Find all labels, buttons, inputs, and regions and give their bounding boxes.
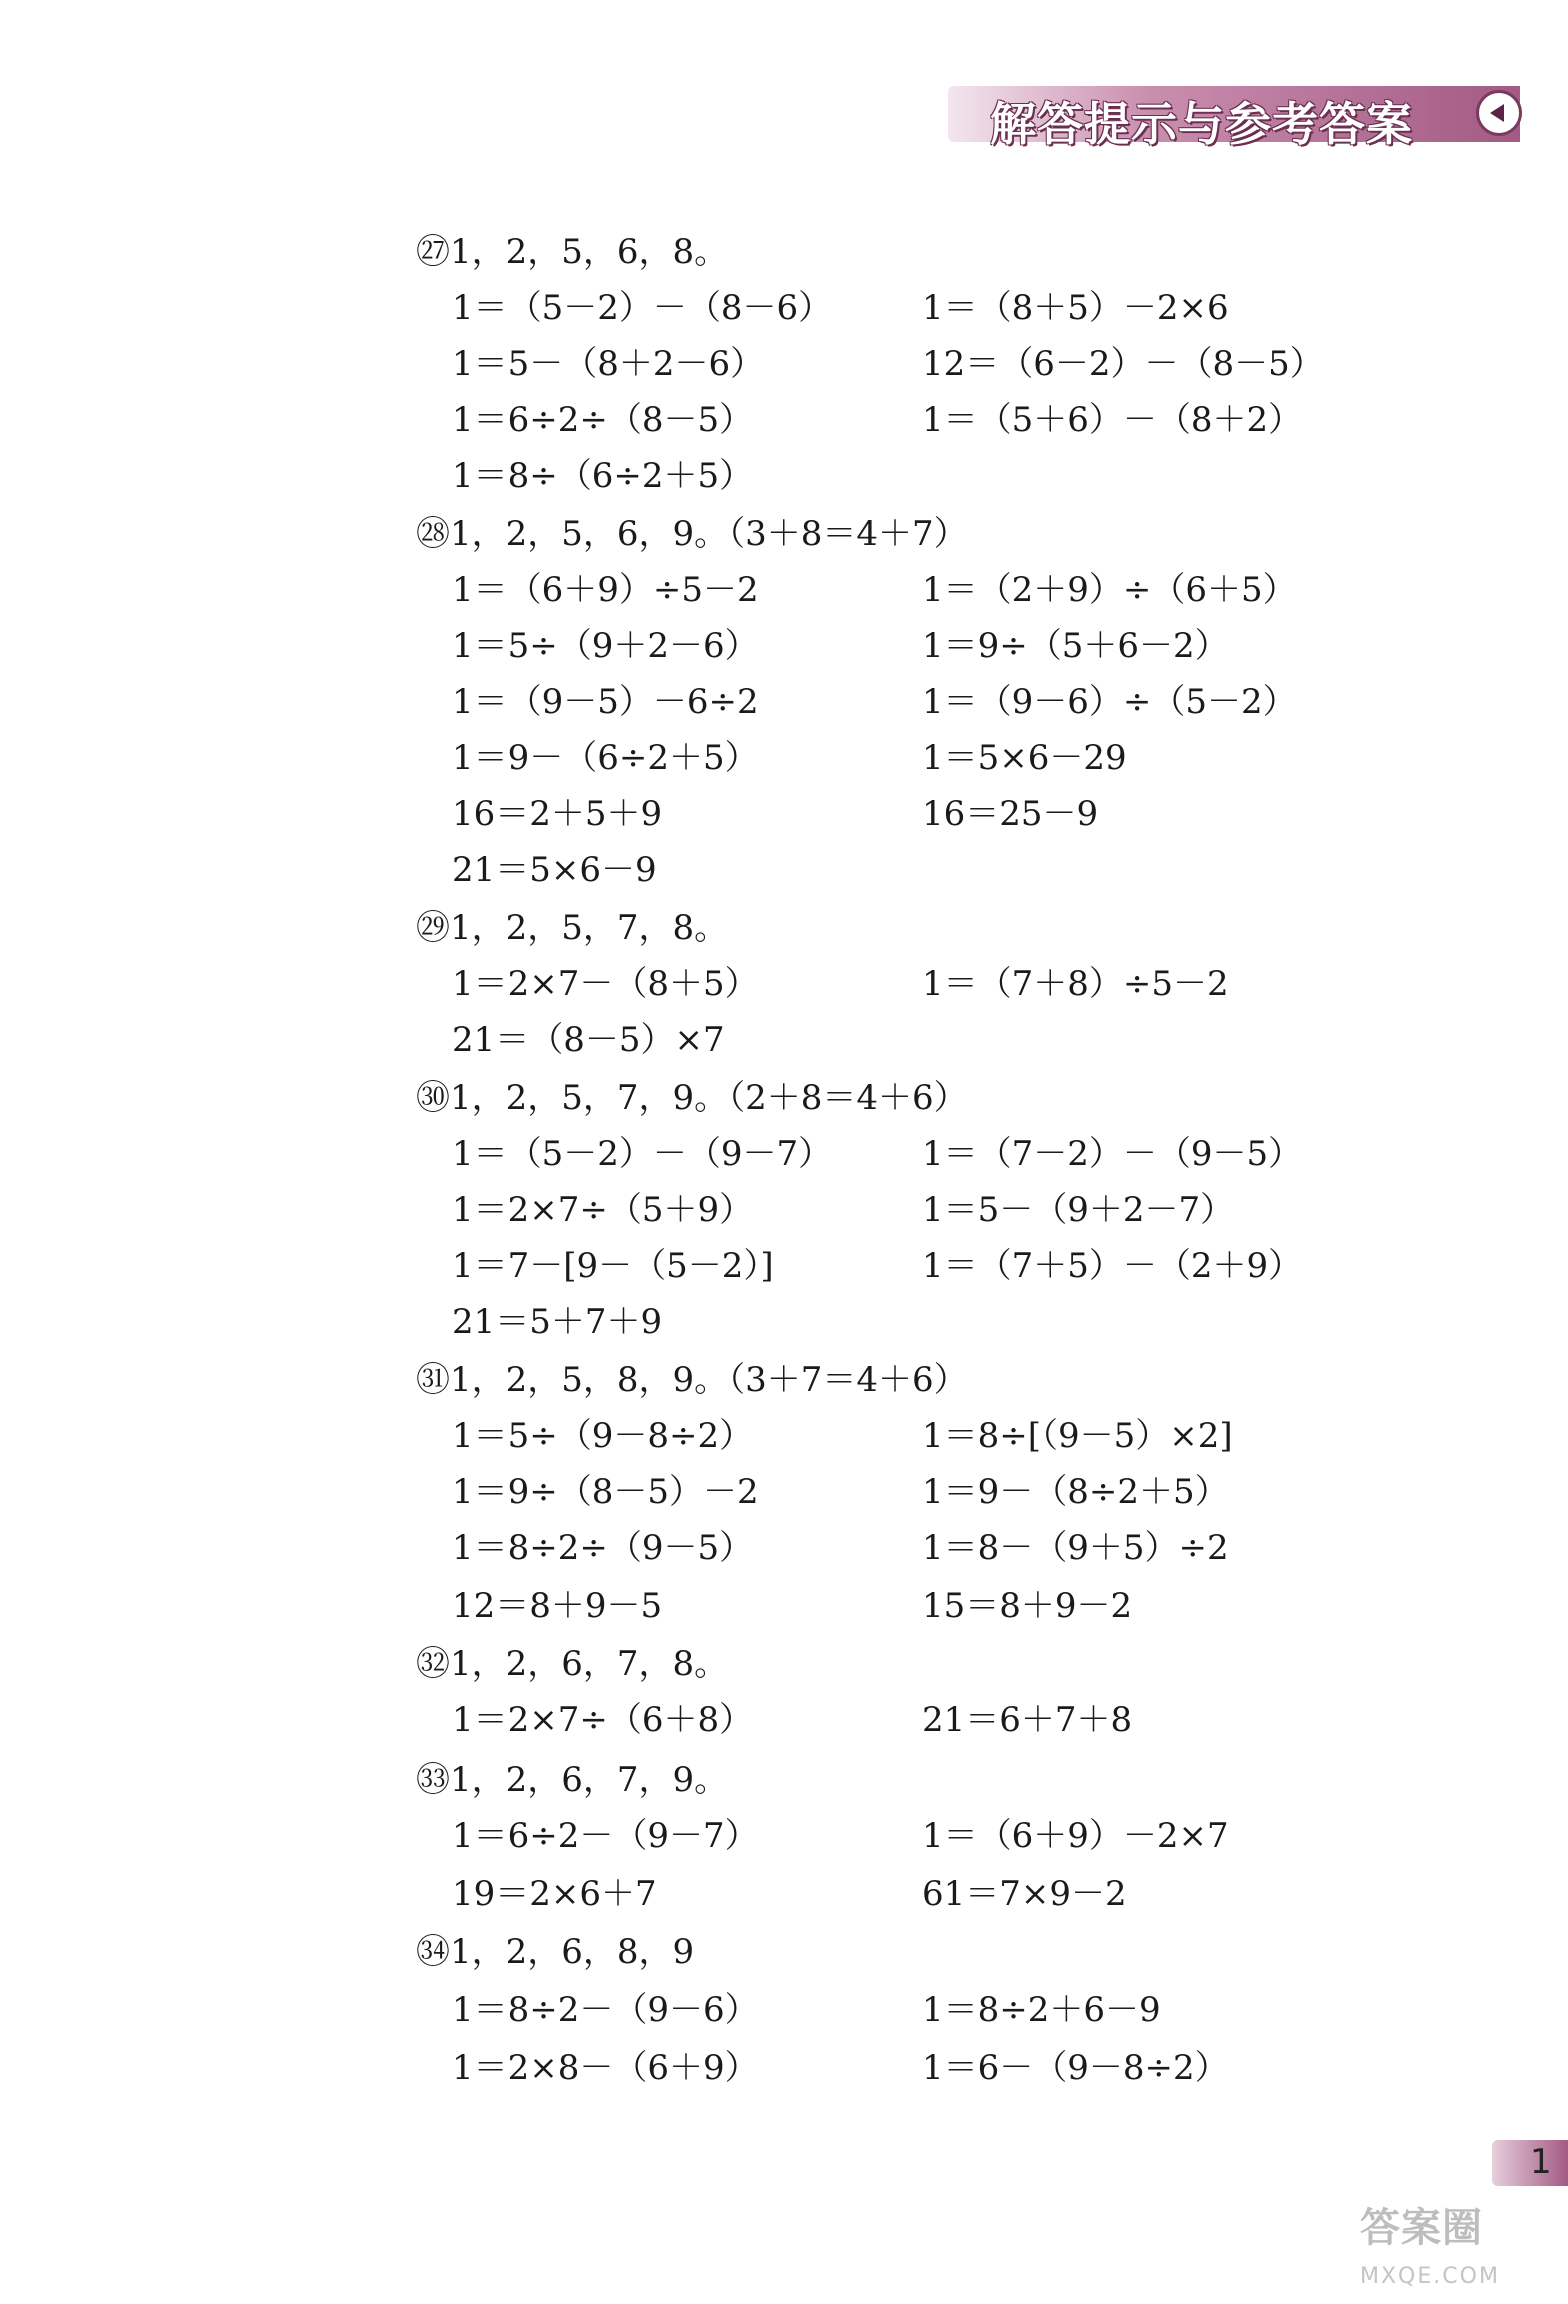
- equation: 1＝（5－2）－（9－7）: [452, 1134, 833, 1174]
- equation: 1＝（9－6）÷（5－2）: [922, 682, 1297, 722]
- equation: 16＝2＋5＋9: [452, 794, 663, 834]
- equation: 1＝8÷2－（9－6）: [452, 1990, 759, 2030]
- equation: 1＝（8＋5）－2×6: [922, 288, 1229, 328]
- watermark-url: MXQE.COM: [1360, 2264, 1500, 2289]
- equation: 1＝（6＋9）÷5－2: [452, 570, 759, 610]
- equation: 1＝2×7－（8＋5）: [452, 964, 759, 1004]
- equation: 15＝8＋9－2: [922, 1586, 1133, 1626]
- page-number: 1: [1530, 2142, 1552, 2182]
- problem-label: ㉜1，2，6，7，8。: [416, 1644, 729, 1684]
- problem-label: ㉚1，2，5，7，9。（2＋8＝4＋6）: [416, 1078, 968, 1118]
- equation: 19＝2×6＋7: [452, 1874, 657, 1914]
- equation: 1＝5÷（9－8÷2）: [452, 1416, 754, 1456]
- equation: 1＝9－（8÷2＋5）: [922, 1472, 1229, 1512]
- equation: 16＝25－9: [922, 794, 1099, 834]
- equation: 21＝（8－5）×7: [452, 1020, 725, 1060]
- equation: 1＝6－（9－8÷2）: [922, 2048, 1229, 2088]
- equation: 1＝8÷（6÷2＋5）: [452, 456, 754, 496]
- equation: 1＝（9－5）－6÷2: [452, 682, 759, 722]
- equation: 1＝8÷[（9－5）×2]: [922, 1416, 1233, 1456]
- equation: 12＝（6－2）－（8－5）: [922, 344, 1324, 384]
- equation: 1＝2×8－（6＋9）: [452, 2048, 759, 2088]
- equation: 1＝2×7÷（6＋8）: [452, 1700, 754, 1740]
- equation: 1＝5÷（9＋2－6）: [452, 626, 759, 666]
- equation: 1＝5－（8＋2－6）: [452, 344, 765, 384]
- equation: 21＝6＋7＋8: [922, 1700, 1133, 1740]
- problem-label: ㉙1，2，5，7，8。: [416, 908, 729, 948]
- problem-label: ㉘1，2，5，6，9。（3＋8＝4＋7）: [416, 514, 968, 554]
- equation: 1＝（5－2）－（8－6）: [452, 288, 833, 328]
- equation: 1＝5－（9＋2－7）: [922, 1190, 1235, 1230]
- problem-label: ㉞1，2，6，8，9: [416, 1932, 695, 1972]
- equation: 1＝8÷2÷（9－5）: [452, 1528, 754, 1568]
- equation: 1＝（5＋6）－（8＋2）: [922, 400, 1303, 440]
- equation: 1＝9－（6÷2＋5）: [452, 738, 759, 778]
- equation: 1＝（2＋9）÷（6＋5）: [922, 570, 1297, 610]
- back-arrow-icon: [1476, 90, 1522, 136]
- equation: 1＝（7＋5）－（2＋9）: [922, 1246, 1303, 1286]
- equation: 1＝7－[9－（5－2）]: [452, 1246, 774, 1286]
- problem-label: ㉝1，2，6，7，9。: [416, 1760, 729, 1800]
- equation: 1＝（7＋8）÷5－2: [922, 964, 1229, 1004]
- watermark-logo: 答案圈: [1360, 2205, 1483, 2251]
- equation: 1＝6÷2－（9－7）: [452, 1816, 759, 1856]
- equation: 1＝（6＋9）－2×7: [922, 1816, 1229, 1856]
- page-title: 解答提示与参考答案: [990, 97, 1413, 151]
- problem-label: ㉛1，2，5，8，9。（3＋7＝4＋6）: [416, 1360, 968, 1400]
- equation: 21＝5＋7＋9: [452, 1302, 663, 1342]
- equation: 12＝8＋9－5: [452, 1586, 663, 1626]
- equation: 1＝（7－2）－（9－5）: [922, 1134, 1303, 1174]
- equation: 1＝6÷2÷（8－5）: [452, 400, 754, 440]
- problem-label: ㉗1，2，5，6，8。: [416, 232, 729, 272]
- equation: 1＝9÷（5＋6－2）: [922, 626, 1229, 666]
- equation: 1＝5×6－29: [922, 738, 1127, 778]
- equation: 61＝7×9－2: [922, 1874, 1127, 1914]
- equation: 1＝9÷（8－5）－2: [452, 1472, 759, 1512]
- equation: 1＝2×7÷（5＋9）: [452, 1190, 754, 1230]
- equation: 21＝5×6－9: [452, 850, 657, 890]
- equation: 1＝8÷2＋6－9: [922, 1990, 1161, 2030]
- equation: 1＝8－（9＋5）÷2: [922, 1528, 1229, 1568]
